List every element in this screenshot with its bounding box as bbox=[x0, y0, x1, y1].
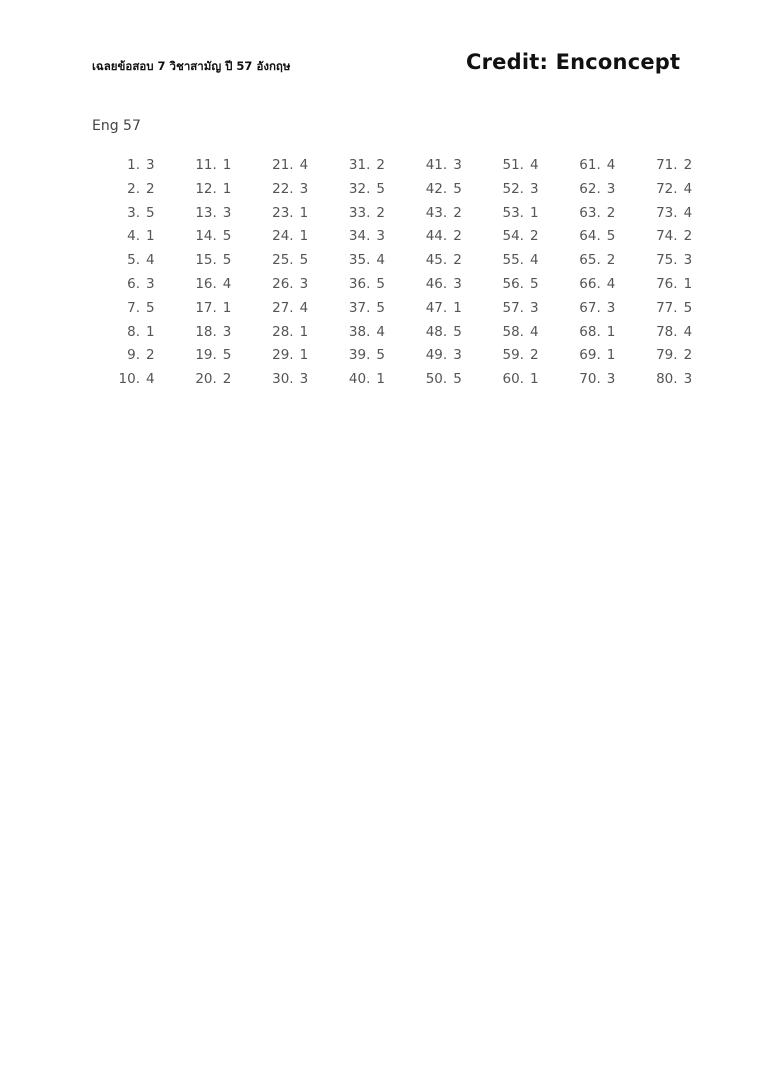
answer-item bbox=[650, 202, 727, 226]
question-number: 49. bbox=[425, 347, 448, 364]
answer-choice: 3 bbox=[222, 323, 232, 340]
question-number: 24. bbox=[272, 228, 294, 245]
answer-item bbox=[112, 225, 189, 249]
answer-item bbox=[650, 368, 727, 392]
answer-choice: 3 bbox=[222, 204, 232, 221]
question-number: 16. bbox=[195, 275, 217, 292]
question-number: 7. bbox=[127, 299, 140, 316]
answer-item bbox=[496, 297, 573, 321]
answer-grid bbox=[112, 154, 726, 392]
answer-choice: 2 bbox=[453, 252, 462, 269]
answer-item bbox=[419, 225, 496, 249]
answer-choice: 3 bbox=[529, 299, 539, 316]
answer-item bbox=[573, 297, 650, 321]
answer-item bbox=[419, 154, 496, 178]
answer-choice: 1 bbox=[529, 204, 539, 221]
question-number: 41. bbox=[425, 157, 448, 173]
answer-choice: 5 bbox=[606, 228, 616, 245]
answer-choice: 2 bbox=[453, 228, 462, 245]
answer-item bbox=[342, 249, 419, 273]
answer-item bbox=[419, 249, 496, 273]
answer-item bbox=[573, 249, 650, 273]
answer-choice: 4 bbox=[683, 323, 693, 340]
answer-choice: 4 bbox=[299, 299, 309, 316]
answer-choice: 5 bbox=[376, 275, 385, 292]
answer-choice: 5 bbox=[376, 299, 385, 316]
answer-choice: 2 bbox=[606, 252, 616, 269]
answer-item bbox=[573, 154, 650, 178]
answer-choice: 3 bbox=[606, 180, 616, 197]
answer-item bbox=[342, 178, 419, 202]
question-number: 58. bbox=[502, 323, 524, 340]
question-number: 45. bbox=[425, 252, 448, 269]
answer-item bbox=[419, 368, 496, 392]
question-number: 20. bbox=[195, 371, 217, 388]
question-number: 12. bbox=[195, 180, 217, 197]
question-number: 30. bbox=[272, 371, 294, 388]
question-number: 56. bbox=[502, 275, 524, 292]
answer-choice: 1 bbox=[453, 299, 462, 316]
answer-choice: 1 bbox=[606, 323, 616, 340]
answer-item bbox=[189, 321, 266, 345]
question-number: 65. bbox=[579, 252, 601, 269]
question-number: 63. bbox=[579, 204, 601, 221]
page-header bbox=[0, 0, 768, 90]
answer-item bbox=[496, 154, 573, 178]
question-number: 5. bbox=[127, 252, 140, 269]
answer-item bbox=[342, 273, 419, 297]
question-number: 34. bbox=[348, 228, 371, 245]
question-number: 67. bbox=[579, 299, 601, 316]
credit-text: Credit: Enconcept bbox=[466, 50, 681, 74]
answer-item bbox=[342, 154, 419, 178]
answer-item bbox=[650, 225, 727, 249]
question-number: 46. bbox=[425, 275, 448, 292]
question-number: 72. bbox=[656, 180, 678, 197]
question-number: 59. bbox=[502, 347, 524, 364]
question-number: 74. bbox=[656, 228, 678, 245]
question-number: 2. bbox=[127, 180, 140, 197]
answer-item bbox=[189, 273, 266, 297]
question-number: 52. bbox=[502, 180, 524, 197]
answer-item bbox=[496, 321, 573, 345]
answer-item bbox=[112, 368, 189, 392]
answer-item bbox=[496, 368, 573, 392]
answer-choice: 4 bbox=[146, 252, 155, 269]
answer-choice: 5 bbox=[529, 275, 539, 292]
question-number: 76. bbox=[656, 275, 678, 292]
answer-choice: 4 bbox=[683, 180, 693, 197]
answer-choice: 3 bbox=[606, 299, 616, 316]
answer-item bbox=[573, 344, 650, 368]
answer-choice: 5 bbox=[683, 299, 693, 316]
question-number: 28. bbox=[272, 323, 294, 340]
answer-item bbox=[342, 202, 419, 226]
question-number: 4. bbox=[127, 228, 140, 245]
answer-choice: 4 bbox=[376, 252, 385, 269]
question-number: 33. bbox=[348, 204, 371, 221]
question-number: 75. bbox=[656, 252, 678, 269]
answer-item bbox=[419, 297, 496, 321]
answer-choice: 3 bbox=[453, 157, 462, 173]
answer-item bbox=[650, 321, 727, 345]
answer-choice: 5 bbox=[453, 323, 462, 340]
answer-choice: 1 bbox=[299, 347, 309, 364]
question-number: 42. bbox=[425, 180, 448, 197]
answer-choice: 1 bbox=[146, 323, 155, 340]
answer-choice: 3 bbox=[299, 275, 309, 292]
question-number: 48. bbox=[425, 323, 448, 340]
answer-choice: 2 bbox=[606, 204, 616, 221]
question-number: 11. bbox=[195, 157, 217, 173]
answer-item bbox=[112, 273, 189, 297]
section-title: Eng 57 bbox=[92, 118, 141, 134]
question-number: 69. bbox=[579, 347, 601, 364]
answer-choice: 1 bbox=[376, 371, 385, 388]
question-number: 22. bbox=[272, 180, 294, 197]
answer-item bbox=[266, 154, 343, 178]
answer-choice: 5 bbox=[376, 347, 385, 364]
answer-item bbox=[266, 368, 343, 392]
question-number: 27. bbox=[272, 299, 294, 316]
question-number: 31. bbox=[348, 157, 371, 173]
question-number: 64. bbox=[579, 228, 601, 245]
answer-choice: 4 bbox=[376, 323, 385, 340]
answer-choice: 3 bbox=[146, 157, 155, 173]
answer-item bbox=[266, 249, 343, 273]
question-number: 47. bbox=[425, 299, 448, 316]
answer-item bbox=[112, 154, 189, 178]
answer-item bbox=[650, 249, 727, 273]
question-number: 60. bbox=[502, 371, 524, 388]
question-number: 50. bbox=[425, 371, 448, 388]
answer-item bbox=[112, 297, 189, 321]
question-number: 36. bbox=[348, 275, 371, 292]
answer-item bbox=[342, 225, 419, 249]
answer-choice: 4 bbox=[146, 371, 155, 388]
answer-choice: 1 bbox=[299, 204, 309, 221]
question-number: 62. bbox=[579, 180, 601, 197]
answer-choice: 2 bbox=[146, 180, 155, 197]
question-number: 73. bbox=[656, 204, 678, 221]
answer-key-image bbox=[92, 112, 712, 402]
answer-choice: 1 bbox=[222, 180, 232, 197]
answer-item bbox=[573, 368, 650, 392]
answer-item bbox=[573, 321, 650, 345]
question-number: 37. bbox=[348, 299, 371, 316]
question-number: 61. bbox=[579, 157, 601, 173]
answer-item bbox=[189, 344, 266, 368]
answer-item bbox=[496, 249, 573, 273]
answer-choice: 3 bbox=[146, 275, 155, 292]
answer-choice: 5 bbox=[222, 347, 232, 364]
answer-item bbox=[650, 154, 727, 178]
answer-choice: 5 bbox=[376, 180, 385, 197]
answer-item bbox=[496, 202, 573, 226]
answer-choice: 1 bbox=[683, 275, 693, 292]
answer-choice: 3 bbox=[453, 347, 462, 364]
answer-choice: 4 bbox=[222, 275, 232, 292]
answer-item bbox=[496, 178, 573, 202]
answer-item bbox=[419, 321, 496, 345]
answer-choice: 5 bbox=[299, 252, 309, 269]
answer-item bbox=[573, 178, 650, 202]
question-number: 44. bbox=[425, 228, 448, 245]
answer-item bbox=[189, 178, 266, 202]
answer-choice: 1 bbox=[529, 371, 539, 388]
question-number: 1. bbox=[127, 157, 140, 173]
question-number: 55. bbox=[502, 252, 524, 269]
question-number: 57. bbox=[502, 299, 524, 316]
answer-item bbox=[419, 178, 496, 202]
answer-item bbox=[496, 344, 573, 368]
answer-item bbox=[650, 297, 727, 321]
answer-choice: 2 bbox=[529, 228, 539, 245]
answer-item bbox=[189, 225, 266, 249]
answer-choice: 5 bbox=[222, 252, 232, 269]
answer-item bbox=[112, 202, 189, 226]
answer-choice: 3 bbox=[606, 371, 616, 388]
answer-item bbox=[573, 202, 650, 226]
answer-item bbox=[342, 297, 419, 321]
answer-choice: 4 bbox=[606, 157, 616, 173]
answer-choice: 3 bbox=[683, 252, 693, 269]
answer-choice: 4 bbox=[529, 323, 539, 340]
answer-choice: 1 bbox=[146, 228, 155, 245]
question-number: 53. bbox=[502, 204, 524, 221]
answer-choice: 2 bbox=[683, 347, 693, 364]
question-number: 51. bbox=[502, 157, 524, 173]
answer-choice: 2 bbox=[683, 228, 693, 245]
question-number: 68. bbox=[579, 323, 601, 340]
answer-item bbox=[112, 321, 189, 345]
answer-choice: 4 bbox=[529, 157, 539, 173]
answer-item bbox=[650, 273, 727, 297]
answer-choice: 3 bbox=[299, 180, 309, 197]
question-number: 21. bbox=[272, 157, 294, 173]
answer-item bbox=[496, 273, 573, 297]
answer-choice: 5 bbox=[146, 204, 155, 221]
question-number: 13. bbox=[195, 204, 217, 221]
question-number: 25. bbox=[272, 252, 294, 269]
answer-choice: 5 bbox=[222, 228, 232, 245]
page-title: เฉลยข้อสอบ 7 วิชาสามัญ ปี 57 อังกฤษ bbox=[92, 59, 291, 73]
answer-item bbox=[342, 321, 419, 345]
question-number: 54. bbox=[502, 228, 524, 245]
answer-choice: 1 bbox=[222, 299, 232, 316]
question-number: 32. bbox=[348, 180, 371, 197]
answer-choice: 3 bbox=[376, 228, 385, 245]
question-number: 3. bbox=[127, 204, 140, 221]
answer-choice: 1 bbox=[606, 347, 616, 364]
answer-item bbox=[189, 368, 266, 392]
question-number: 15. bbox=[195, 252, 217, 269]
question-number: 79. bbox=[656, 347, 678, 364]
question-number: 40. bbox=[348, 371, 371, 388]
question-number: 78. bbox=[656, 323, 678, 340]
answer-choice: 2 bbox=[529, 347, 539, 364]
answer-item bbox=[419, 202, 496, 226]
answer-item bbox=[112, 344, 189, 368]
question-number: 10. bbox=[118, 371, 140, 388]
answer-choice: 3 bbox=[683, 371, 693, 388]
answer-item bbox=[496, 225, 573, 249]
answer-item bbox=[189, 249, 266, 273]
question-number: 38. bbox=[348, 323, 371, 340]
answer-choice: 5 bbox=[146, 299, 155, 316]
answer-item bbox=[266, 202, 343, 226]
answer-choice: 2 bbox=[683, 157, 693, 173]
answer-choice: 5 bbox=[453, 180, 462, 197]
question-number: 80. bbox=[656, 371, 678, 388]
answer-item bbox=[342, 368, 419, 392]
answer-item bbox=[266, 225, 343, 249]
answer-item bbox=[419, 344, 496, 368]
question-number: 19. bbox=[195, 347, 217, 364]
question-number: 14. bbox=[195, 228, 217, 245]
answer-choice: 1 bbox=[299, 228, 309, 245]
answer-item bbox=[189, 202, 266, 226]
question-number: 18. bbox=[195, 323, 217, 340]
question-number: 71. bbox=[656, 157, 678, 173]
answer-choice: 2 bbox=[453, 204, 462, 221]
answer-choice: 4 bbox=[606, 275, 616, 292]
answer-item bbox=[189, 297, 266, 321]
answer-choice: 4 bbox=[683, 204, 693, 221]
answer-choice: 4 bbox=[299, 157, 309, 173]
question-number: 23. bbox=[272, 204, 294, 221]
answer-choice: 2 bbox=[146, 347, 155, 364]
answer-item bbox=[266, 321, 343, 345]
answer-item bbox=[112, 178, 189, 202]
answer-choice: 1 bbox=[222, 157, 232, 173]
answer-item bbox=[573, 225, 650, 249]
answer-item bbox=[189, 154, 266, 178]
question-number: 35. bbox=[348, 252, 371, 269]
answer-item bbox=[266, 344, 343, 368]
answer-choice: 2 bbox=[222, 371, 232, 388]
question-number: 43. bbox=[425, 204, 448, 221]
question-number: 70. bbox=[579, 371, 601, 388]
question-number: 39. bbox=[348, 347, 371, 364]
answer-choice: 5 bbox=[453, 371, 462, 388]
question-number: 17. bbox=[195, 299, 217, 316]
answer-choice: 3 bbox=[453, 275, 462, 292]
answer-item bbox=[573, 273, 650, 297]
answer-item bbox=[266, 178, 343, 202]
question-number: 29. bbox=[272, 347, 294, 364]
answer-item bbox=[419, 273, 496, 297]
answer-item bbox=[112, 249, 189, 273]
question-number: 77. bbox=[656, 299, 678, 316]
answer-choice: 2 bbox=[376, 157, 385, 173]
question-number: 66. bbox=[579, 275, 601, 292]
answer-choice: 3 bbox=[299, 371, 309, 388]
answer-item bbox=[266, 273, 343, 297]
question-number: 26. bbox=[272, 275, 294, 292]
answer-item bbox=[650, 178, 727, 202]
answer-item bbox=[266, 297, 343, 321]
question-number: 9. bbox=[127, 347, 140, 364]
answer-item bbox=[342, 344, 419, 368]
answer-choice: 2 bbox=[376, 204, 385, 221]
question-number: 8. bbox=[127, 323, 140, 340]
question-number: 6. bbox=[127, 275, 140, 292]
answer-item bbox=[650, 344, 727, 368]
answer-choice: 1 bbox=[299, 323, 309, 340]
answer-choice: 3 bbox=[529, 180, 539, 197]
answer-choice: 4 bbox=[529, 252, 539, 269]
